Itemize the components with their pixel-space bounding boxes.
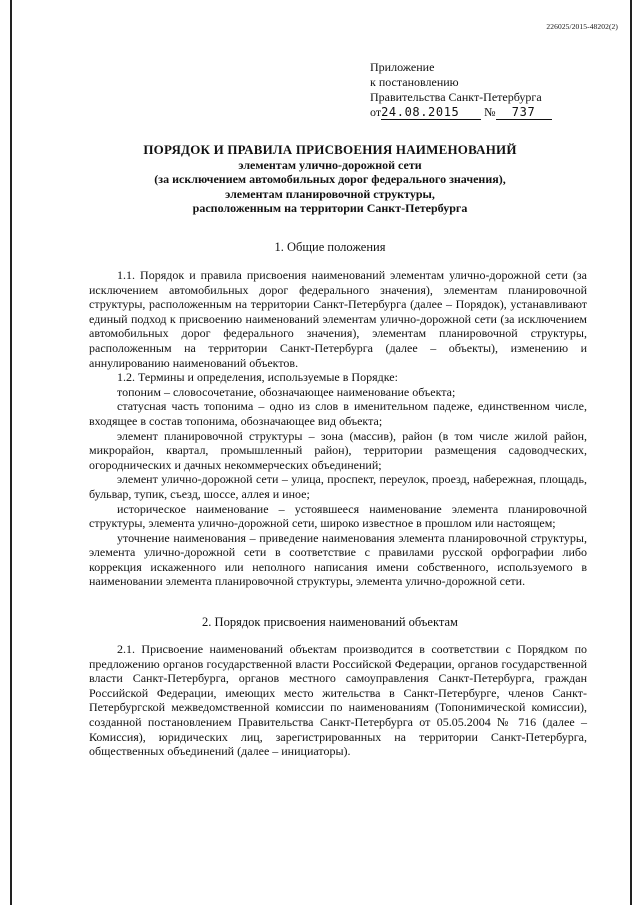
title-main: ПОРЯДОК И ПРАВИЛА ПРИСВОЕНИЯ НАИМЕНОВАНИЙ (143, 142, 517, 157)
date-underline (381, 106, 481, 120)
title-line-3: (за исключением автомобильных дорог федерального значения), (154, 172, 506, 186)
section-2-body (89, 642, 587, 759)
paragraph-term-toponym: топоним – словосочетание, обозначающее наименование объекта; (117, 384, 456, 399)
title-line-5: расположенным на территории Санкт-Петербурга (192, 201, 468, 215)
paragraph-term-name-clarification: уточнение наименования – приведение наименования элемента планировочной структуры, элемента улично-дорожной сети в соответствие с правилами русской орфографии либо коррекция искаженного или неполного написания имени собственного, используемого в наименовании элемента планировочной структуры, элемента улично-дорожной сети. (89, 530, 587, 589)
paragraph-term-historical-name: историческое наименование – устоявшееся наименование элемента планировочной структуры, элемента улично-дорожной сети, широко известное в прошлом или настоящем; (89, 501, 587, 531)
section-1-body (89, 268, 587, 589)
appendix-block (370, 60, 552, 120)
paragraph-1-2: 1.2. Термины и определения, используемые в Порядке: (117, 370, 398, 385)
document-code: 226025/2015-48202(2) (546, 22, 618, 31)
number-underline (496, 106, 552, 120)
handwritten-date: 24.08.2015 (381, 105, 460, 119)
paragraph-1-1: 1.1. Порядок и правила присвоения наименований элементам улично-дорожной сети (за исключением автомобильных дорог федерального значения), элементам планировочной структуры, расположенным на территории Санкт-Петербурга (далее – Порядок), устанавливают единый подход к присвоению наименований элементам улично-дорожной сети (за исключением автомобильных дорог федерального значения), элементам планировочной структуры, расположенным на территории Санкт-Петербурга (далее – объекты), изменению и аннулированию наименований объектов. (89, 268, 587, 370)
paragraph-term-planning-element: элемент планировочной структуры – зона (массив), район (в том числе жилой район, микрорайон, квартал, промышленный район), территории размещения садоводческих, огороднических и дачных некоммерческих объединений; (89, 428, 587, 472)
appendix-line-3: Правительства Санкт-Петербурга (370, 90, 542, 104)
title-line-2: элементам улично-дорожной сети (238, 157, 422, 172)
appendix-line-1: Приложение (370, 60, 435, 74)
paragraph-2-1: 2.1. Присвоение наименований объектам производится в соответствии с Порядком по предложению органов государственной власти Российской Федерации, органов государственной власти Санкт-Петербурга, органов местного самоуправления Санкт-Петербурга, граждан Российской Федерации, имеющих место жительства в Санкт-Петербурге, членов Санкт-Петербургской межведомственной комиссии по наименованиям (Топонимической комиссии), созданной постановлением Правительства Санкт-Петербурга от 05.05.2004 № 716 (далее – Комиссия), юридических лиц, зарегистрированных на территории Санкт-Петербурга, общественных объединений (далее – инициаторы). (89, 642, 587, 759)
handwritten-number: 737 (511, 105, 536, 119)
document-title (90, 143, 570, 216)
section-2-heading: 2. Порядок присвоения наименований объектам (202, 615, 458, 629)
from-label: от (370, 105, 382, 119)
appendix-line-2: к постановлению (370, 75, 459, 89)
number-label: № (484, 105, 496, 119)
paragraph-term-status-part: статусная часть топонима – одно из слов в именительном падеже, единственном числе, входящее в состав топонима, обозначающее вид объекта; (89, 399, 587, 428)
paragraph-term-road-element: элемент улично-дорожной сети – улица, проспект, переулок, проезд, набережная, площадь, бульвар, тупик, съезд, шоссе, аллея и иное; (89, 472, 587, 501)
title-line-4: элементам планировочной структуры, (225, 186, 435, 201)
scan-border-left (10, 0, 12, 905)
scan-border-right (630, 0, 632, 905)
section-1-heading: 1. Общие положения (274, 240, 386, 254)
appendix-date-line (370, 105, 552, 120)
